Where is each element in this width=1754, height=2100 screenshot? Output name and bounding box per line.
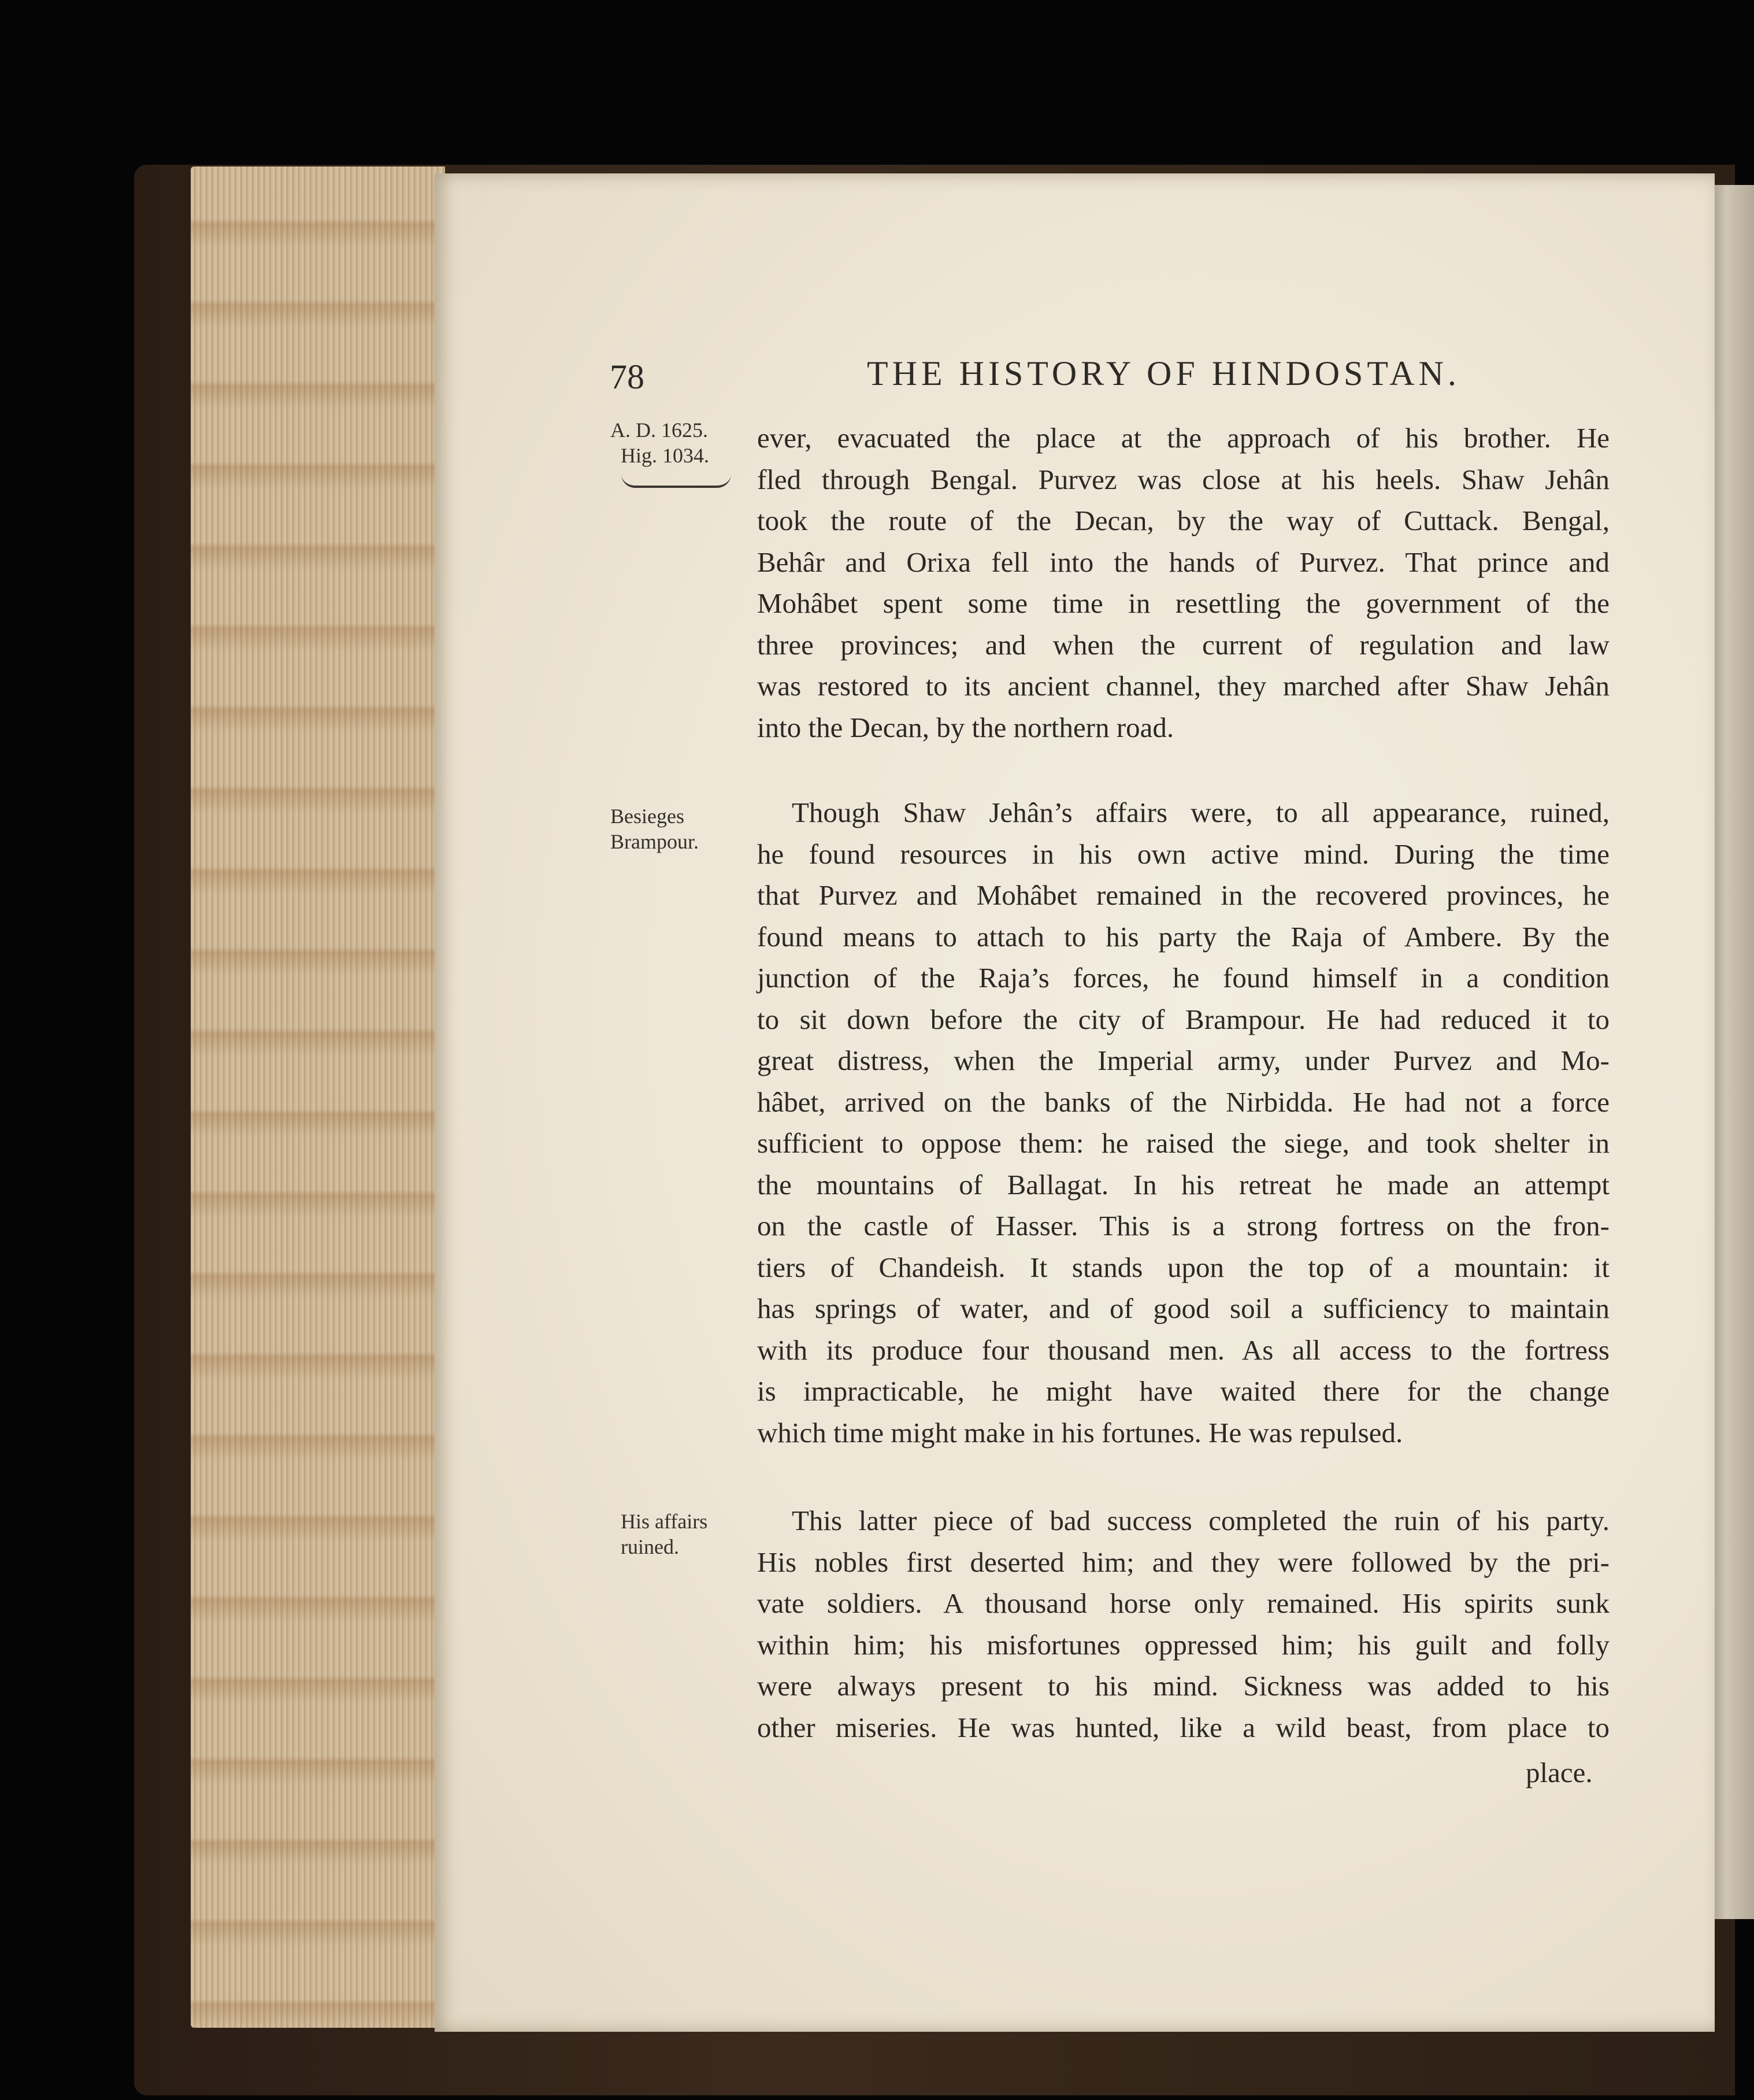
page-edges bbox=[191, 166, 445, 2028]
text-line: into the Decan, by the northern road. bbox=[757, 711, 1174, 743]
text-line: he found resources in his own active mind. During the time bbox=[757, 838, 1610, 870]
paragraph-3 bbox=[757, 1500, 1610, 1748]
text-line: This latter piece of bad success completed the ruin of his party. bbox=[792, 1505, 1610, 1536]
text-line: on the castle of Hasser. This is a strong fortress on the fron- bbox=[757, 1210, 1610, 1242]
text-line: Mohâbet spent some time in resettling the government of the bbox=[757, 587, 1610, 619]
text-line: great distress, when the Imperial army, under Purvez and Mo- bbox=[757, 1045, 1610, 1076]
margin-note-affairs bbox=[610, 1509, 707, 1560]
margin-note-besieges bbox=[610, 803, 699, 854]
text-line: is impracticable, he might have waited there for the change bbox=[757, 1375, 1610, 1407]
text-line: found means to attach to his party the Raja of Ambere. By the bbox=[757, 920, 1610, 953]
text-line: vate soldiers. A thousand horse only remained. His spirits sunk bbox=[757, 1587, 1610, 1619]
text-line: to sit down before the city of Brampour. He had reduced it to bbox=[757, 1003, 1610, 1035]
text-line: Though Shaw Jehân’s affairs were, to all appearance, ruined, bbox=[792, 797, 1610, 828]
text-line: has springs of water, and of good soil a sufficiency to maintain bbox=[757, 1292, 1610, 1324]
facing-page-edge bbox=[1708, 185, 1754, 1919]
text-line: junction of the Raja’s forces, he found himself in a condition bbox=[757, 962, 1610, 994]
margin-note-line: ruined. bbox=[621, 1535, 679, 1558]
text-line: which time might make in his fortunes. He was repulsed. bbox=[757, 1416, 1403, 1449]
text-line: that Purvez and Mohâbet remained in the recovered provinces, he bbox=[757, 879, 1610, 911]
text-line: was restored to its ancient channel, they marched after Shaw Jehân bbox=[757, 670, 1610, 702]
margin-note-line: Besieges bbox=[610, 805, 684, 828]
margin-date-hig: Hig. 1034. bbox=[621, 444, 709, 467]
text-line: other miseries. He was hunted, like a wild beast, from place to bbox=[757, 1711, 1610, 1743]
paragraph-2 bbox=[757, 792, 1610, 1453]
text-line: Behâr and Orixa fell into the hands of Purvez. That prince and bbox=[757, 546, 1610, 578]
margin-date bbox=[610, 417, 709, 468]
text-line: hâbet, arrived on the banks of the Nirbidda. He had not a force bbox=[757, 1086, 1610, 1118]
catchword: place. bbox=[1526, 1757, 1593, 1788]
text-line: sufficient to oppose them: he raised the siege, and took shelter in bbox=[757, 1127, 1610, 1159]
text-line: ever, evacuated the place at the approach of his brother. He bbox=[757, 422, 1610, 454]
text-line: were always present to his mind. Sickness was added to his bbox=[757, 1670, 1610, 1702]
text-line: with its produce four thousand men. As all access to the fortress bbox=[757, 1334, 1610, 1366]
page-number: 78 bbox=[610, 358, 644, 396]
text-line: His nobles first deserted him; and they were followed by the pri- bbox=[757, 1546, 1610, 1578]
text-line: three provinces; and when the current of regulation and law bbox=[757, 628, 1610, 661]
paragraph-1 bbox=[757, 417, 1610, 748]
text-line: the mountains of Ballagat. In his retreat he made an attempt bbox=[757, 1168, 1610, 1201]
margin-note-line: Brampour. bbox=[610, 830, 699, 853]
text-line: fled through Bengal. Purvez was close at his heels. Shaw Jehân bbox=[757, 463, 1610, 495]
text-line: within him; his misfortunes oppressed him; his guilt and folly bbox=[757, 1628, 1610, 1661]
text-line: tiers of Chandeish. It stands upon the top of a mountain: it bbox=[757, 1251, 1610, 1283]
margin-brace bbox=[621, 474, 731, 488]
running-title: THE HISTORY OF HINDOSTAN. bbox=[867, 354, 1460, 392]
margin-date-ad: A. D. 1625. bbox=[610, 418, 708, 442]
margin-note-line: His affairs bbox=[621, 1510, 708, 1533]
text-line: took the route of the Decan, by the way of Cuttack. Bengal, bbox=[757, 505, 1610, 536]
